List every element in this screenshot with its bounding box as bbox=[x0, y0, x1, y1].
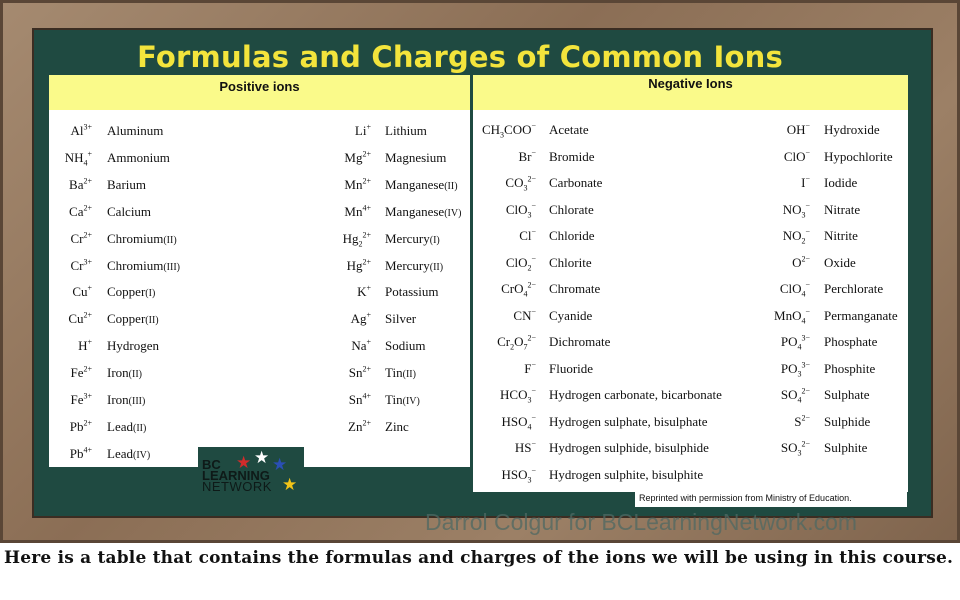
negative-ion-name: Chloride bbox=[549, 228, 595, 243]
negative-ion-formula: $HSO_3^-$ bbox=[501, 466, 536, 485]
positive-ion-name: Manganese(IV) bbox=[385, 203, 462, 219]
negative-ion-name: Phosphate bbox=[824, 334, 878, 349]
negative-ion-formula: ClO− bbox=[783, 148, 810, 164]
logo-text-line-3: NETWORK bbox=[202, 479, 272, 494]
positive-ion-name: Lead(II) bbox=[107, 418, 147, 434]
positive-ions-panel bbox=[49, 75, 470, 467]
negative-ion-formula: $NO_2^-$ bbox=[782, 227, 810, 246]
positive-ion-formula: $NH_4^+$ bbox=[64, 149, 92, 168]
positive-ion-formula: $Sn^{4+}$ bbox=[348, 391, 371, 407]
negative-ion-name: Hypochlorite bbox=[824, 148, 893, 164]
negative-ion-formula: $CH_3COO^-$ bbox=[481, 121, 536, 140]
negative-ions-header-label: Negative Ions bbox=[648, 76, 733, 91]
negative-ion-formula: I− bbox=[801, 174, 810, 190]
positive-ion-formula: K+ bbox=[357, 284, 371, 300]
positive-ion-formula: $Zn^{2+}$ bbox=[348, 418, 371, 434]
positive-ion-formula: $Pb^{2+}$ bbox=[69, 418, 92, 434]
positive-ion-formula: H+ bbox=[78, 337, 92, 354]
negative-ion-formula: HS− bbox=[514, 439, 536, 455]
negative-ion-name: Iodide bbox=[824, 175, 858, 190]
positive-ion-formula: $Fe^{3+}$ bbox=[70, 391, 92, 407]
negative-ion-formula: CrO$_4^{2-}$ bbox=[501, 280, 536, 299]
positive-ion-formula: $Fe^{2+}$ bbox=[70, 364, 92, 381]
positive-ion-name: Chromium(III) bbox=[107, 257, 180, 273]
negative-ion-name: Chromate bbox=[549, 281, 601, 296]
bc-learning-network-logo bbox=[198, 447, 304, 507]
negative-ion-formula: Br− bbox=[518, 148, 536, 164]
negative-ion-name: Sulphate bbox=[824, 387, 870, 402]
negative-ion-formula: $O^{2-}$ bbox=[792, 254, 810, 270]
positive-ion-formula: $Sn^{2+}$ bbox=[348, 364, 371, 381]
positive-ion-formula: Cu+ bbox=[72, 284, 92, 300]
positive-ion-formula: $Ba^{2+}$ bbox=[69, 176, 92, 192]
negative-ion-name: Hydroxide bbox=[824, 122, 880, 137]
slide-caption: Here is a table that contains the formulas and charges of the ions we will be using in this course. bbox=[4, 548, 954, 568]
red-star-icon: ★ bbox=[236, 453, 252, 472]
negative-ion-formula: ClO$_4$− bbox=[779, 280, 810, 299]
positive-ion-name: Manganese(II) bbox=[385, 176, 458, 192]
positive-ion-name: Aluminum bbox=[107, 123, 164, 138]
positive-ion-name: Zinc bbox=[385, 418, 409, 434]
positive-ions-header bbox=[49, 75, 470, 110]
logo-text bbox=[202, 459, 272, 492]
positive-ion-name: Tin(IV) bbox=[385, 392, 420, 407]
negative-ion-formula: $SO_3^{2-}$ bbox=[780, 439, 810, 458]
negative-ion-name: Hydrogen sulphide, bisulphide bbox=[549, 440, 709, 455]
negative-ion-name: Chlorite bbox=[549, 254, 592, 270]
negative-ion-name: Cyanide bbox=[549, 307, 593, 323]
blue-star-icon: ★ bbox=[272, 455, 288, 474]
negative-ion-formula: CN− bbox=[513, 307, 536, 323]
logo-text-line-1: BC bbox=[202, 457, 221, 472]
positive-ion-name: Copper(II) bbox=[107, 311, 159, 327]
negative-ion-name: Hydrogen sulphate, bisulphate bbox=[549, 413, 708, 429]
positive-ion-name: Calcium bbox=[107, 203, 152, 219]
positive-ion-name: Mercury(I) bbox=[385, 230, 440, 246]
positive-ion-formula: Li+ bbox=[354, 122, 371, 138]
negative-ions-panel bbox=[473, 75, 908, 492]
negative-ion-formula: $NO_3^-$ bbox=[782, 201, 810, 220]
positive-ion-name: Sodium bbox=[385, 338, 426, 354]
negative-ion-name: Sulphite bbox=[824, 440, 868, 455]
negative-ion-formula: $S^{2-}$ bbox=[794, 413, 810, 429]
negative-ion-name: Hydrogen carbonate, bicarbonate bbox=[549, 387, 722, 402]
positive-ion-name: Hydrogen bbox=[107, 338, 159, 354]
positive-ion-formula: $Pb^{4+}$ bbox=[69, 445, 92, 461]
positive-ion-formula: $Mg^{2+}$ bbox=[344, 149, 371, 165]
negative-ion-name: Oxide bbox=[824, 254, 856, 270]
positive-ion-name: Tin(II) bbox=[385, 365, 416, 381]
slide-title: Formulas and Charges of Common Ions bbox=[137, 40, 783, 74]
negative-ion-formula: Cl− bbox=[519, 227, 536, 243]
negative-ion-formula: ClO$_3$− bbox=[505, 201, 536, 220]
positive-ion-name: Chromium(II) bbox=[107, 230, 177, 246]
positive-ion-name: Magnesium bbox=[385, 149, 447, 165]
negative-ion-name: Nitrate bbox=[824, 201, 861, 217]
negative-ion-formula: OH− bbox=[786, 121, 810, 137]
positive-ion-name: Lithium bbox=[385, 123, 427, 138]
positive-ion-name: Lead(IV) bbox=[107, 445, 151, 461]
negative-ion-formula: MnO$_4$− bbox=[774, 307, 810, 326]
permission-note: Reprinted with permission from Ministry of Education. bbox=[635, 489, 907, 507]
negative-ion-formula: $HSO_4^-$ bbox=[501, 413, 536, 432]
negative-ion-formula: $SO_4^{2-}$ bbox=[780, 386, 810, 405]
watermark-text: Darrol Colgur for BCLearningNetwork.com bbox=[425, 509, 858, 535]
positive-ion-formula: $Hg^{2+}$ bbox=[346, 257, 371, 273]
negative-ion-formula: ClO$_2$− bbox=[505, 254, 536, 273]
negative-ions-header bbox=[473, 75, 908, 110]
positive-ion-formula: $Al^{3+}$ bbox=[70, 122, 92, 138]
negative-ion-formula: $PO_4^{3-}$ bbox=[780, 333, 810, 352]
positive-ion-formula: $Cr^{3+}$ bbox=[70, 257, 92, 273]
positive-ion-name: Iron(II) bbox=[107, 365, 142, 381]
positive-ion-formula: $Cr^{2+}$ bbox=[70, 230, 92, 246]
negative-ion-name: Sulphide bbox=[824, 413, 871, 429]
negative-ion-formula: $PO_3^{3-}$ bbox=[780, 360, 810, 379]
positive-ion-name: Potassium bbox=[385, 284, 439, 300]
negative-ion-name: Phosphite bbox=[824, 360, 876, 376]
positive-ion-name: Mercury(II) bbox=[385, 257, 444, 273]
positive-ion-name: Ammonium bbox=[107, 149, 170, 165]
positive-ion-formula: Na+ bbox=[351, 337, 371, 354]
positive-ion-name: Iron(III) bbox=[107, 392, 146, 407]
positive-ion-formula: Ag+ bbox=[350, 310, 371, 327]
positive-ion-formula: $Mn^{2+}$ bbox=[344, 176, 371, 192]
positive-ions-header-label: Positive ions bbox=[219, 79, 300, 94]
negative-ion-name: Bromide bbox=[549, 148, 595, 164]
yellow-star-icon: ★ bbox=[282, 475, 298, 494]
negative-ion-name: Acetate bbox=[549, 122, 589, 137]
negative-ion-formula: $Cr_2O_7^{2-}$ bbox=[497, 333, 536, 352]
positive-ion-name: Copper(I) bbox=[107, 284, 156, 300]
positive-ion-name: Silver bbox=[385, 311, 417, 327]
negative-ion-name: Dichromate bbox=[549, 334, 611, 349]
negative-ion-formula: $CO_3^{2-}$ bbox=[505, 174, 536, 193]
negative-ion-name: Fluoride bbox=[549, 360, 594, 376]
negative-ion-name: Carbonate bbox=[549, 175, 603, 190]
positive-ion-formula: $Cu^{2+}$ bbox=[68, 310, 92, 327]
white-star-icon: ★ bbox=[254, 448, 270, 467]
positive-ion-formula: $Hg_2^{2+}$ bbox=[342, 230, 371, 249]
negative-ion-name: Permanganate bbox=[824, 307, 898, 323]
negative-ion-name: Chlorate bbox=[549, 201, 594, 217]
positive-ion-name: Barium bbox=[107, 176, 146, 192]
negative-ion-name: Nitrite bbox=[824, 228, 858, 243]
negative-ion-name: Perchlorate bbox=[824, 281, 884, 296]
positive-ion-formula: $Mn^{4+}$ bbox=[344, 203, 371, 219]
logo-text-line-2: LEARNING bbox=[202, 468, 270, 483]
negative-ion-formula: F− bbox=[524, 360, 536, 376]
negative-ion-name: Hydrogen sulphite, bisulphite bbox=[549, 466, 704, 482]
negative-ion-formula: $HCO_3^-$ bbox=[500, 386, 536, 405]
positive-ion-formula: $Ca^{2+}$ bbox=[69, 203, 92, 219]
